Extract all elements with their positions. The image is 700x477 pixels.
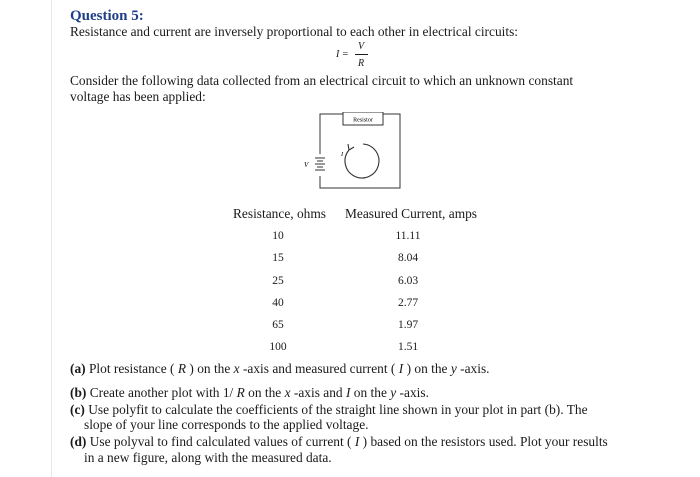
part-b-var: x: [284, 385, 291, 400]
part-a-text: ) on the: [403, 361, 451, 376]
part-d-label: (d): [70, 434, 87, 449]
part-a-label: (a): [70, 361, 86, 376]
part-d-var: I: [354, 434, 360, 449]
part-a-var: I: [398, 361, 404, 376]
consider-text-line1: Consider the following data collected from an electrical circuit to which an unknown constant: [70, 73, 574, 88]
part-a-var: R: [177, 361, 187, 376]
table-cell: 25: [272, 275, 284, 287]
part-d-line1: [70, 434, 608, 450]
part-a-var: x: [233, 361, 240, 376]
table-header-current: Measured Current, amps: [345, 206, 478, 221]
part-b-label: (b): [70, 385, 87, 400]
part-c-text: Use polyfit to calculate the coefficients of the straight line shown in your plot in part (b). The: [84, 402, 588, 417]
table-cell: 8.04: [397, 252, 419, 264]
part-a: [70, 361, 490, 377]
part-b-var: R: [236, 385, 245, 400]
consider-text-line2: voltage has been applied:: [70, 89, 206, 104]
table-cell: 65: [272, 319, 284, 331]
formula-denominator: R: [358, 58, 365, 69]
question-title: Question 5:: [70, 8, 144, 24]
part-a-text: -axis and measured current (: [239, 361, 399, 376]
part-b-text: -axis and: [290, 385, 346, 400]
resistor-label: Resistor: [353, 117, 373, 124]
table-cell: 6.03: [397, 275, 419, 287]
current-arrowhead: [348, 144, 354, 150]
part-b-text: on the: [350, 385, 391, 400]
table-cell: 10: [272, 230, 284, 242]
part-c-line1: [70, 402, 588, 418]
part-b-text: on the: [244, 385, 285, 400]
table-cell: 1.97: [397, 319, 419, 331]
ohms-law-formula: [336, 41, 376, 71]
part-b-text: -axis.: [396, 385, 429, 400]
part-a-var: y: [450, 361, 457, 376]
part-d-text: Use polyval to find calculated values of current (: [86, 434, 355, 449]
current-label: I: [341, 151, 344, 158]
part-b: [70, 385, 429, 401]
table-cell: 100: [269, 341, 287, 353]
fraction-bar: [355, 54, 368, 55]
part-c-line2: slope of your line corresponds to the applied voltage.: [84, 417, 369, 432]
part-b-var: I: [345, 385, 351, 400]
battery-gap: [313, 154, 327, 176]
table-cell: 1.51: [397, 341, 419, 353]
circuit-diagram: [295, 112, 415, 192]
table-cell: 15: [272, 252, 284, 264]
table-cell: 40: [272, 297, 284, 309]
part-a-text: -axis.: [456, 361, 490, 376]
voltage-label: V: [304, 161, 309, 169]
part-d-text: ) based on the resistors used. Plot your results: [359, 434, 608, 449]
formula-lhs: I =: [336, 49, 349, 60]
part-c-label: (c): [70, 402, 85, 417]
formula-numerator: V: [358, 41, 365, 52]
table-header-resistance: Resistance, ohms: [233, 206, 326, 221]
part-b-text: Create another plot with 1/: [86, 385, 237, 400]
table-cell: 11.11: [395, 230, 421, 242]
part-b-var: y: [390, 385, 397, 400]
table-cell: 2.77: [397, 297, 419, 309]
part-d-line2: in a new figure, along with the measured data.: [84, 450, 332, 465]
part-a-text: Plot resistance (: [85, 361, 178, 376]
intro-text: Resistance and current are inversely proportional to each other in electrical circuits:: [70, 24, 519, 39]
part-a-text: ) on the: [186, 361, 234, 376]
